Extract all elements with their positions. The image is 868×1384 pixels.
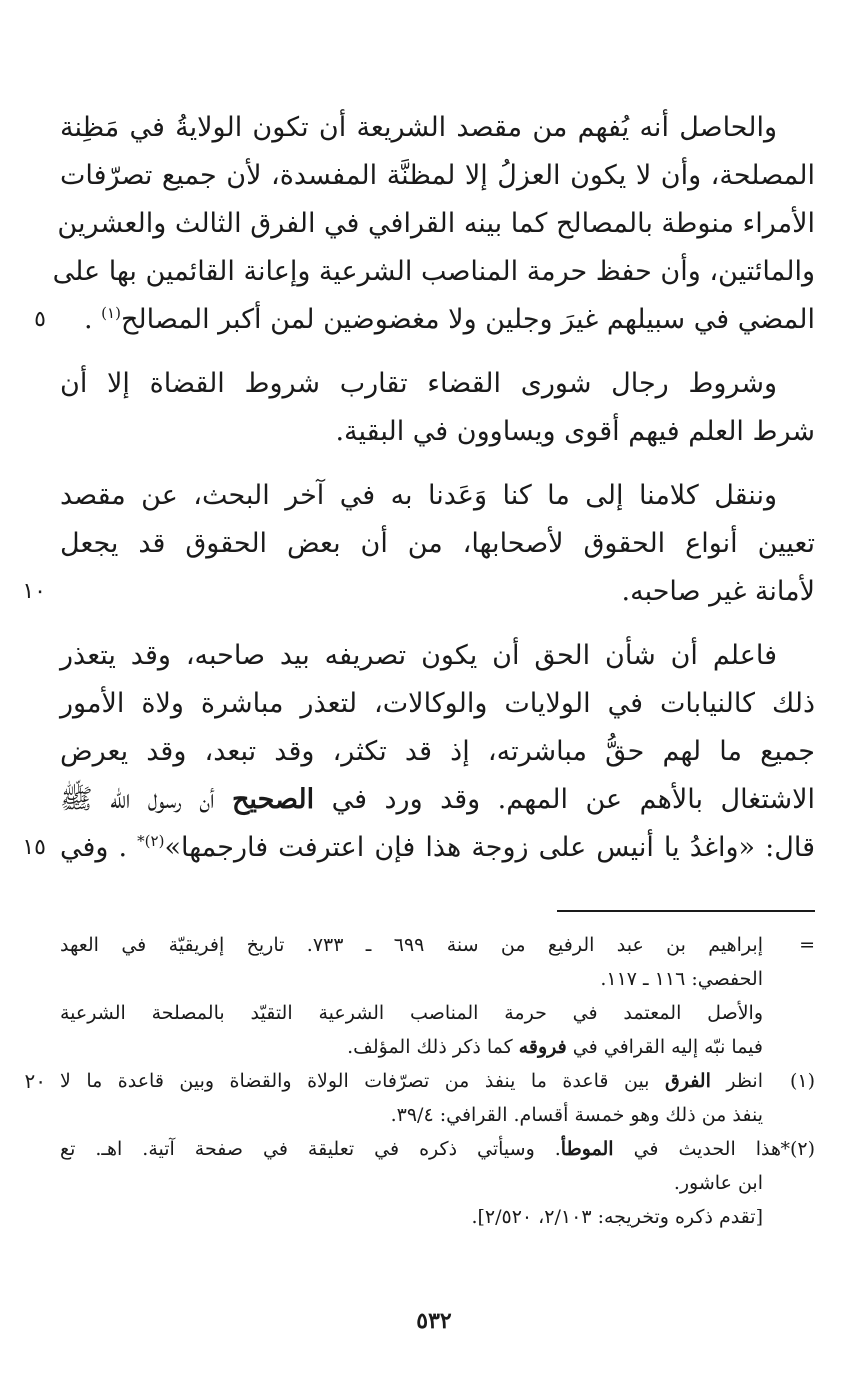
paragraph-3 (22, 472, 815, 616)
footnote-marker: (١) (789, 1070, 815, 1092)
paragraph-4 (22, 632, 815, 872)
paragraph-1 (34, 104, 815, 344)
text-line: والحاصل أنه يُفهم من مقصد الشريعة أن تكون الولايةُ في مَظِنة (60, 112, 777, 143)
footnote-line (60, 1030, 815, 1064)
footnote-line: والأصل المعتمد في حرمة المناصب الشرعية التقيّد بالمصلحة الشرعية (60, 1002, 763, 1024)
text-line (22, 824, 815, 872)
book-title: الفرق (664, 1070, 711, 1092)
footnote-line: ابن عاشور. (673, 1172, 763, 1194)
text-segment: فيما نبّه إليه القرافي في (566, 1036, 763, 1058)
footnote-marker: (٢)* (780, 1138, 815, 1160)
text-segment: الاشتغال بالأهم عن المهم. وقد ورد في (314, 784, 815, 815)
text-line: شرط العلم فيهم أقوى ويساوون في البقية. (335, 416, 815, 447)
text-line: الأمراء منوطة بالمصالح كما بينه القرافي في الفرق الثالث والعشرين (57, 208, 815, 239)
line-number: ٢٠ (24, 1069, 46, 1093)
line-number: ٥ (34, 307, 46, 332)
text-line (60, 776, 815, 824)
text-line: وننقل كلامنا إلى ما كنا وَعَدنا به في آخر البحث، عن مقصد (60, 480, 777, 511)
text-segment: بين قاعدة ما ينفذ من تصرّفات الولاة والقضاة وبين قاعدة ما لا (60, 1070, 665, 1092)
text-line: تعيين أنواع الحقوق لأصحابها، من أن بعض الحقوق قد يجعل (60, 528, 815, 559)
line-number: ١٠ (22, 579, 46, 604)
text-segment: كما ذكر ذلك المؤلف. (347, 1036, 519, 1058)
text-segment: هذا الحديث في (613, 1138, 781, 1160)
text-segment: أن رسول الله ﷺ (60, 784, 232, 815)
text-segment: قال: «واغدُ يا أنيس على زوجة هذا فإن اعترفت فارجمها» (164, 832, 815, 863)
main-text (22, 104, 815, 888)
footnote-ref: (١) (101, 304, 121, 322)
line-number: ١٥ (22, 835, 46, 860)
footnote-ref: (٢)* (137, 832, 165, 850)
page-number: ٥٣٢ (416, 1308, 452, 1334)
text-segment: . (83, 304, 102, 335)
text-segment: لأمانة غير صاحبه. (621, 576, 815, 607)
text-line: فاعلم أن شأن الحق أن يكون تصريفه بيد صاحبه، وقد يتعذر (60, 640, 777, 671)
footnote-line (24, 1064, 815, 1098)
footnote-line: الحفصي: ١١٦ ـ ١١٧. (600, 968, 763, 990)
paragraph-2 (60, 360, 815, 456)
continuation-marker: = (799, 934, 815, 956)
book-title: الصحيح (232, 784, 315, 815)
text-segment: انظر (710, 1070, 763, 1092)
text-line: والمائتين، وأن حفظ حرمة المناصب الشرعية وإعانة القائمين بها على (52, 256, 815, 287)
book-title: فروقه (518, 1036, 567, 1058)
text-line (34, 296, 815, 344)
text-line (22, 568, 815, 616)
text-line: ذلك كالنيابات في الولايات والوكالات، لتعذر مباشرة ولاة الأمور (60, 688, 815, 719)
book-title: الموطأ (560, 1138, 614, 1160)
footnote-line: ينفذ من ذلك وهو خمسة أقسام. القرافي: ٣٩/٤. (390, 1104, 763, 1126)
text-segment: المضي في سبيلهم غيرَ وجلين ولا مغضوضين لمن أكبر المصالح (120, 304, 815, 335)
text-line: جميع ما لهم حقُّ مباشرته، إذ قد تكثر، وقد تبعد، وقد يعرض (60, 736, 815, 767)
text-line: المصلحة، وأن لا يكون العزلُ إلا لمظنَّة المفسدة، لأن جميع تصرّفات (60, 160, 815, 191)
text-segment: . وفي (60, 832, 138, 863)
text-segment: . وسيأتي ذكره في تعليقة في صفحة آتية. اهـ. تع (60, 1138, 561, 1160)
footnote-line (60, 928, 815, 962)
text-line: وشروط رجال شورى القضاء تقارب شروط القضاة إلا أن (60, 368, 777, 399)
footnote-separator (557, 910, 815, 912)
footnote-line (60, 1132, 815, 1166)
footnotes (24, 928, 815, 1234)
text-segment: إبراهيم بن عبد الرفيع من سنة ٦٩٩ ـ ٧٣٣. تاريخ إفريقيّة في العهد (60, 934, 763, 956)
footnote-line: [تقدم ذكره وتخريجه: ٢/١٠٣، ٢/٥٢٠]. (471, 1206, 763, 1228)
